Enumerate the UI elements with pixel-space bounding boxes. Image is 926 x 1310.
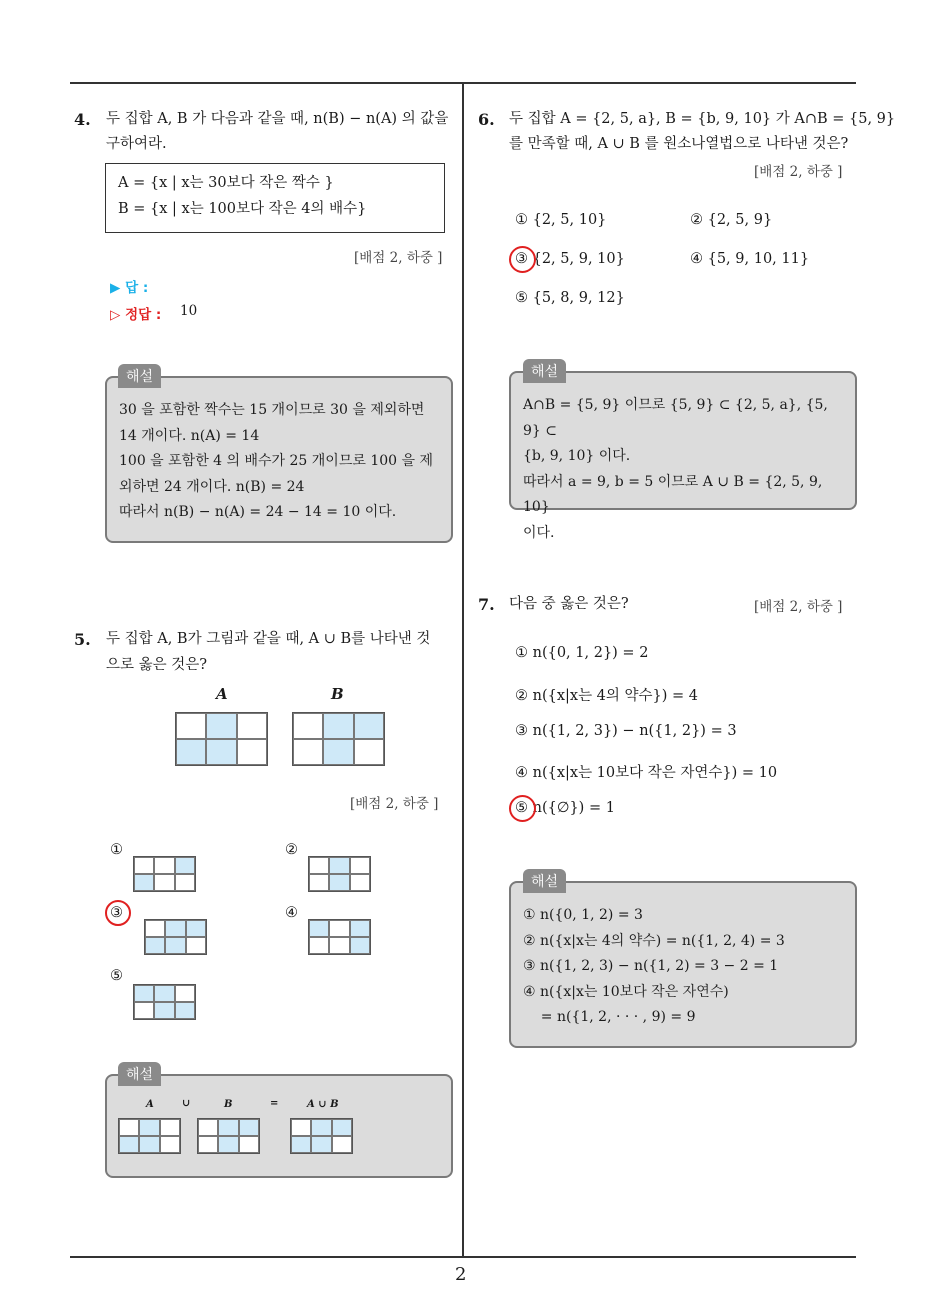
q4-sol-line: 30 을 포함한 짝수는 15 개이므로 30 을 제외하면 xyxy=(119,402,425,418)
grid-cell-filled xyxy=(139,1119,159,1136)
grid-cell-filled xyxy=(175,1002,195,1019)
grid-cell xyxy=(237,739,267,765)
grid-cell-filled xyxy=(119,1136,139,1153)
q5-label-b: B xyxy=(331,685,344,703)
q4-number: 4. xyxy=(74,110,91,129)
grid-cell xyxy=(239,1136,259,1153)
grid-cell-filled xyxy=(134,985,154,1002)
grid-cell xyxy=(176,713,206,739)
q5-sol-grid-b xyxy=(197,1118,260,1154)
column-divider xyxy=(462,82,464,1257)
q7-choice-3[interactable]: ③ n({1, 2, 3}) − n({1, 2}) = 3 xyxy=(515,723,737,739)
q5-choice-5-grid[interactable] xyxy=(133,984,196,1020)
q6-sol-line: {b, 9, 10} 이다. xyxy=(523,448,631,464)
grid-cell-filled xyxy=(354,713,384,739)
grid-cell-filled xyxy=(332,1119,352,1136)
grid-cell-filled xyxy=(206,739,236,765)
q6-solution-box xyxy=(509,371,857,541)
q7-choice-2[interactable]: ② n({x|x는 4의 약수}) = 4 xyxy=(515,688,699,704)
q6-sol-line: 따라서 a = 9, b = 5 이므로 A ∪ B = {2, 5, 9, 10} xyxy=(523,473,823,515)
q4-set-a: A = {x | x는 30보다 작은 짝수 } xyxy=(118,175,334,191)
q7-sol-line: = n({1, 2, · · · , 9) = 9 xyxy=(523,1009,696,1025)
q4-set-b: B = {x | x는 100보다 작은 4의 배수} xyxy=(118,201,367,217)
grid-cell xyxy=(160,1119,180,1136)
q4-correct-label: ▷ 정답 : xyxy=(110,307,162,323)
q5-choice-3-grid[interactable] xyxy=(144,919,207,955)
q5-sol-label-b: B xyxy=(224,1099,233,1110)
q4-set-box xyxy=(105,163,445,233)
grid-cell-filled xyxy=(165,920,185,937)
q6-choice-1[interactable]: ① {2, 5, 10} xyxy=(515,212,607,228)
q4-text-line2: 구하여라. xyxy=(106,136,167,152)
q5-solution-tag: 해설 xyxy=(118,1062,161,1086)
q7-sol-line: ② n({x|x는 4의 약수) = n({1, 2, 4) = 3 xyxy=(523,932,785,949)
grid-cell xyxy=(145,920,165,937)
q4-sol-line: 100 을 포함한 4 의 배수가 25 개이므로 100 을 제 xyxy=(119,453,434,469)
grid-cell xyxy=(293,713,323,739)
grid-cell-filled xyxy=(311,1119,331,1136)
q4-correct-value: 10 xyxy=(180,303,198,319)
q5-number: 5. xyxy=(74,630,91,649)
q5-choice-1-grid[interactable] xyxy=(133,856,196,892)
grid-cell xyxy=(154,874,174,891)
q5-text-line1: 두 집합 A, B가 그림과 같을 때, A ∪ B를 나타낸 것 xyxy=(106,631,431,647)
grid-cell-filled xyxy=(186,920,206,937)
q7-text-line1: 다음 중 옳은 것은? xyxy=(509,596,629,612)
q7-choice-1[interactable]: ① n({0, 1, 2}) = 2 xyxy=(515,645,649,661)
grid-cell xyxy=(309,937,329,954)
q6-answer-circle xyxy=(509,246,536,273)
grid-cell xyxy=(329,937,349,954)
grid-cell xyxy=(160,1136,180,1153)
grid-cell xyxy=(350,874,370,891)
q7-solution-box xyxy=(509,881,857,1048)
q5-text-line2: 으로 옳은 것은? xyxy=(106,657,208,673)
q4-sol-line: 따라서 n(B) − n(A) = 24 − 14 = 10 이다. xyxy=(119,504,397,520)
q5-sol-grid-a xyxy=(118,1118,181,1154)
grid-cell xyxy=(134,857,154,874)
grid-cell xyxy=(237,713,267,739)
q5-choice-4-grid[interactable] xyxy=(308,919,371,955)
grid-cell xyxy=(332,1136,352,1153)
grid-cell-filled xyxy=(139,1136,159,1153)
q4-score: [배점 2, 하중 ] xyxy=(354,250,443,266)
q7-number: 7. xyxy=(478,595,495,614)
grid-cell xyxy=(350,857,370,874)
q5-choice-2-mark[interactable]: ② xyxy=(285,842,298,858)
bottom-rule xyxy=(70,1256,856,1258)
grid-cell-filled xyxy=(329,874,349,891)
grid-cell xyxy=(175,985,195,1002)
q5-choice-5-mark[interactable]: ⑤ xyxy=(110,968,123,984)
q6-solution-tag: 해설 xyxy=(523,359,566,383)
grid-cell-filled xyxy=(350,937,370,954)
grid-cell xyxy=(198,1136,218,1153)
q4-sol-line: 외하면 24 개이다. n(B) = 24 xyxy=(119,478,305,495)
grid-cell xyxy=(329,920,349,937)
q4-solution-tag: 해설 xyxy=(118,364,161,388)
q5-set-b-grid xyxy=(292,712,385,766)
q5-choice-4-mark[interactable]: ④ xyxy=(285,905,298,921)
q7-sol-line: ④ n({x|x는 10보다 작은 자연수) xyxy=(523,983,729,1000)
q5-choice-1-mark[interactable]: ① xyxy=(110,842,123,858)
q6-score: [배점 2, 하중 ] xyxy=(754,164,843,180)
q5-sol-union: ∪ xyxy=(182,1098,191,1109)
grid-cell-filled xyxy=(175,857,195,874)
grid-cell-filled xyxy=(218,1136,238,1153)
grid-cell xyxy=(309,857,329,874)
q5-sol-label-a: A xyxy=(146,1099,154,1110)
grid-cell-filled xyxy=(350,920,370,937)
q5-answer-circle xyxy=(105,900,131,926)
q5-choice-3-mark[interactable]: ③ xyxy=(110,905,123,921)
q7-score: [배점 2, 하중 ] xyxy=(754,599,843,615)
grid-cell-filled xyxy=(165,937,185,954)
q6-choice-2[interactable]: ② {2, 5, 9} xyxy=(690,212,773,228)
grid-cell-filled xyxy=(323,713,353,739)
grid-cell-filled xyxy=(218,1119,238,1136)
q5-sol-eq: = xyxy=(270,1098,279,1109)
q6-number: 6. xyxy=(478,110,495,129)
q5-sol-grid-union xyxy=(290,1118,353,1154)
grid-cell xyxy=(309,874,329,891)
q6-choice-3[interactable]: ③ {2, 5, 9, 10} xyxy=(515,251,625,267)
q5-score: [배점 2, 하중 ] xyxy=(350,796,439,812)
q7-choice-5[interactable]: ⑤ n({∅}) = 1 xyxy=(515,800,615,816)
grid-cell xyxy=(175,874,195,891)
q6-text-line1: 두 집합 A = {2, 5, a}, B = {b, 9, 10} 가 A∩B = {5, 9} xyxy=(509,111,896,127)
q4-solution-box xyxy=(105,376,453,543)
grid-cell-filled xyxy=(239,1119,259,1136)
grid-cell-filled xyxy=(311,1136,331,1153)
grid-cell-filled xyxy=(329,857,349,874)
grid-cell xyxy=(354,739,384,765)
q7-sol-line: ① n({0, 1, 2) = 3 xyxy=(523,907,643,923)
q5-label-a: A xyxy=(216,685,228,703)
grid-cell xyxy=(198,1119,218,1136)
grid-cell-filled xyxy=(323,739,353,765)
grid-cell-filled xyxy=(176,739,206,765)
grid-cell-filled xyxy=(291,1136,311,1153)
grid-cell xyxy=(154,857,174,874)
grid-cell xyxy=(291,1119,311,1136)
q6-choice-5[interactable]: ⑤ {5, 8, 9, 12} xyxy=(515,290,625,306)
grid-cell-filled xyxy=(206,713,236,739)
q4-answer-label: ▶ 답 : xyxy=(110,280,149,296)
grid-cell-filled xyxy=(145,937,165,954)
q4-text-line1: 두 집합 A, B 가 다음과 같을 때, n(B) − n(A) 의 값을 xyxy=(106,111,449,127)
q5-sol-label-ab: A ∪ B xyxy=(307,1099,339,1110)
grid-cell xyxy=(134,1002,154,1019)
q4-sol-line: 14 개이다. n(A) = 14 xyxy=(119,427,260,444)
q6-sol-line: A∩B = {5, 9} 이므로 {5, 9} ⊂ {2, 5, a}, {5, 9} ⊂ xyxy=(523,397,828,439)
grid-cell xyxy=(293,739,323,765)
q6-choice-4[interactable]: ④ {5, 9, 10, 11} xyxy=(690,251,810,267)
grid-cell-filled xyxy=(309,920,329,937)
grid-cell xyxy=(119,1119,139,1136)
grid-cell xyxy=(186,937,206,954)
q5-set-a-grid xyxy=(175,712,268,766)
page-number: 2 xyxy=(455,1264,467,1285)
q6-text-line2: 를 만족할 때, A ∪ B 를 원소나열법으로 나타낸 것은? xyxy=(509,136,849,152)
grid-cell-filled xyxy=(134,874,154,891)
q7-solution-tag: 해설 xyxy=(523,869,566,893)
grid-cell-filled xyxy=(154,985,174,1002)
grid-cell-filled xyxy=(154,1002,174,1019)
q6-sol-line: 이다. xyxy=(523,524,555,541)
q7-choice-4[interactable]: ④ n({x|x는 10보다 작은 자연수}) = 10 xyxy=(515,765,778,781)
q7-answer-circle xyxy=(509,795,536,822)
q5-choice-2-grid[interactable] xyxy=(308,856,371,892)
q7-sol-line: ③ n({1, 2, 3) − n({1, 2) = 3 − 2 = 1 xyxy=(523,958,779,974)
